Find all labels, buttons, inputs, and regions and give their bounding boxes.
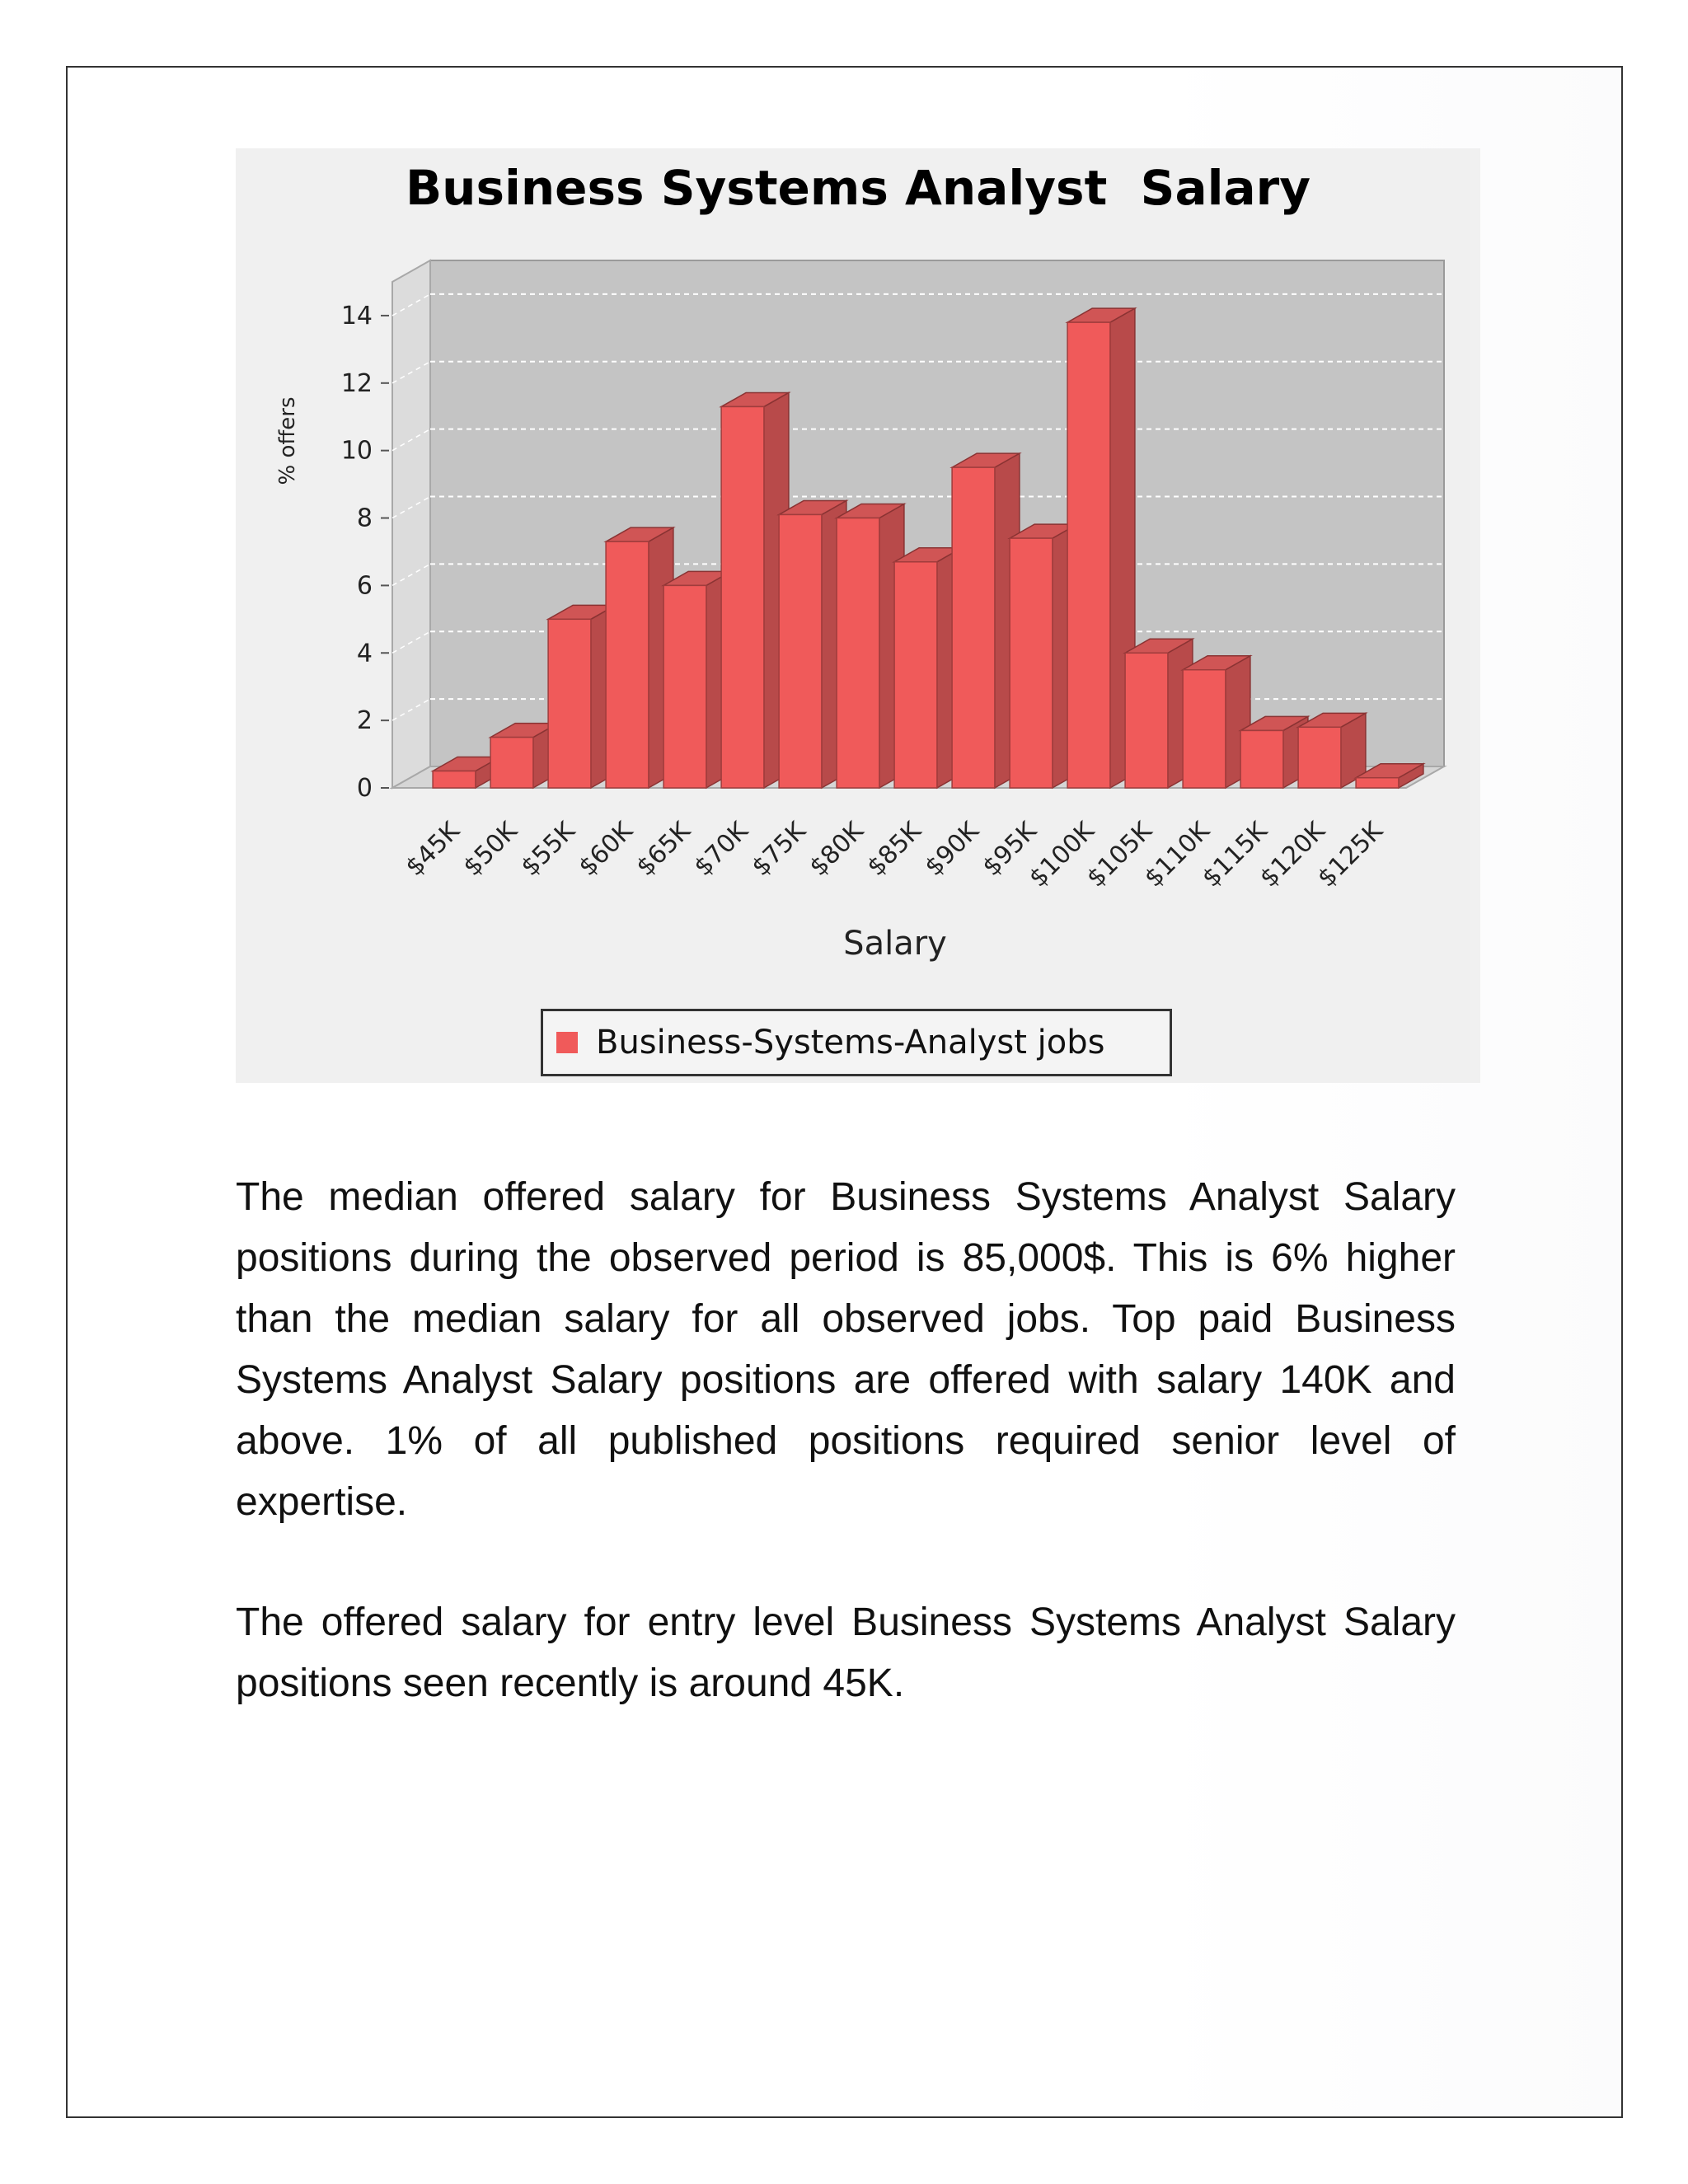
legend-swatch [556,1032,578,1053]
bar [952,467,995,788]
bar [894,562,937,788]
x-tick-label: $75K [746,816,812,883]
bar [490,738,533,788]
x-tick-label: $65K [631,816,696,883]
x-tick-label: $105K [1081,816,1158,893]
x-tick-label: $115K [1197,816,1273,893]
bar [1240,730,1283,788]
y-tick-label: 2 [356,706,373,736]
y-tick-label: 10 [340,436,373,466]
bar [606,541,649,788]
x-tick-label: $100K [1024,816,1100,893]
salary-chart [236,148,1480,1083]
bar [663,585,706,788]
chart-side-wall [392,260,430,788]
bar [1125,653,1168,788]
bar [837,518,879,788]
x-tick-label: $45K [400,816,466,883]
summary-paragraph: The median offered salary for Business Systems Analyst Salary positions during the observed period is 85,000$. This is 6% higher than the median salary for all observed jobs. Top paid Business Systems Analyst Salary positions are offered with salary 140K and above. 1% of all published positions required senior level of expertise. [236,1175,1456,1524]
chart-plot [236,148,1480,1005]
chart-legend [541,1009,1172,1076]
x-tick-label: $60K [573,816,639,883]
y-tick-label: 4 [356,639,373,668]
y-tick-label: 8 [356,504,373,533]
x-tick-label: $90K [919,816,985,883]
x-tick-label: $85K [861,816,927,883]
bar [548,619,591,788]
bar [433,771,476,788]
x-tick-label: $50K [457,816,523,883]
y-tick-label: 6 [356,571,373,601]
bar [779,514,822,788]
bar [1067,322,1110,788]
y-tick-label: 14 [340,301,373,330]
bar [1183,670,1226,788]
x-tick-label: $70K [688,816,754,883]
y-tick-label: 12 [340,368,373,398]
bar [721,406,764,788]
x-tick-label: $55K [515,816,581,883]
bar [1010,538,1053,788]
entry-level-paragraph: The offered salary for entry level Business Systems Analyst Salary positions seen recently is around 45K. [236,1601,1456,1705]
chart-title: Business Systems Analyst Salary [405,160,1311,216]
x-tick-label: $125K [1312,816,1389,893]
x-tick-label: $120K [1254,816,1331,893]
bar [1298,727,1341,788]
x-tick-label: $95K [977,816,1043,883]
x-tick-label: $80K [804,816,870,883]
bar [1356,778,1399,788]
y-tick-label: 0 [356,774,373,803]
x-tick-label: $110K [1139,816,1216,893]
y-axis-label: % offers [275,396,300,485]
legend-label: Business-Systems-Analyst jobs [596,1024,1105,1062]
x-axis-label: Salary [843,925,947,963]
